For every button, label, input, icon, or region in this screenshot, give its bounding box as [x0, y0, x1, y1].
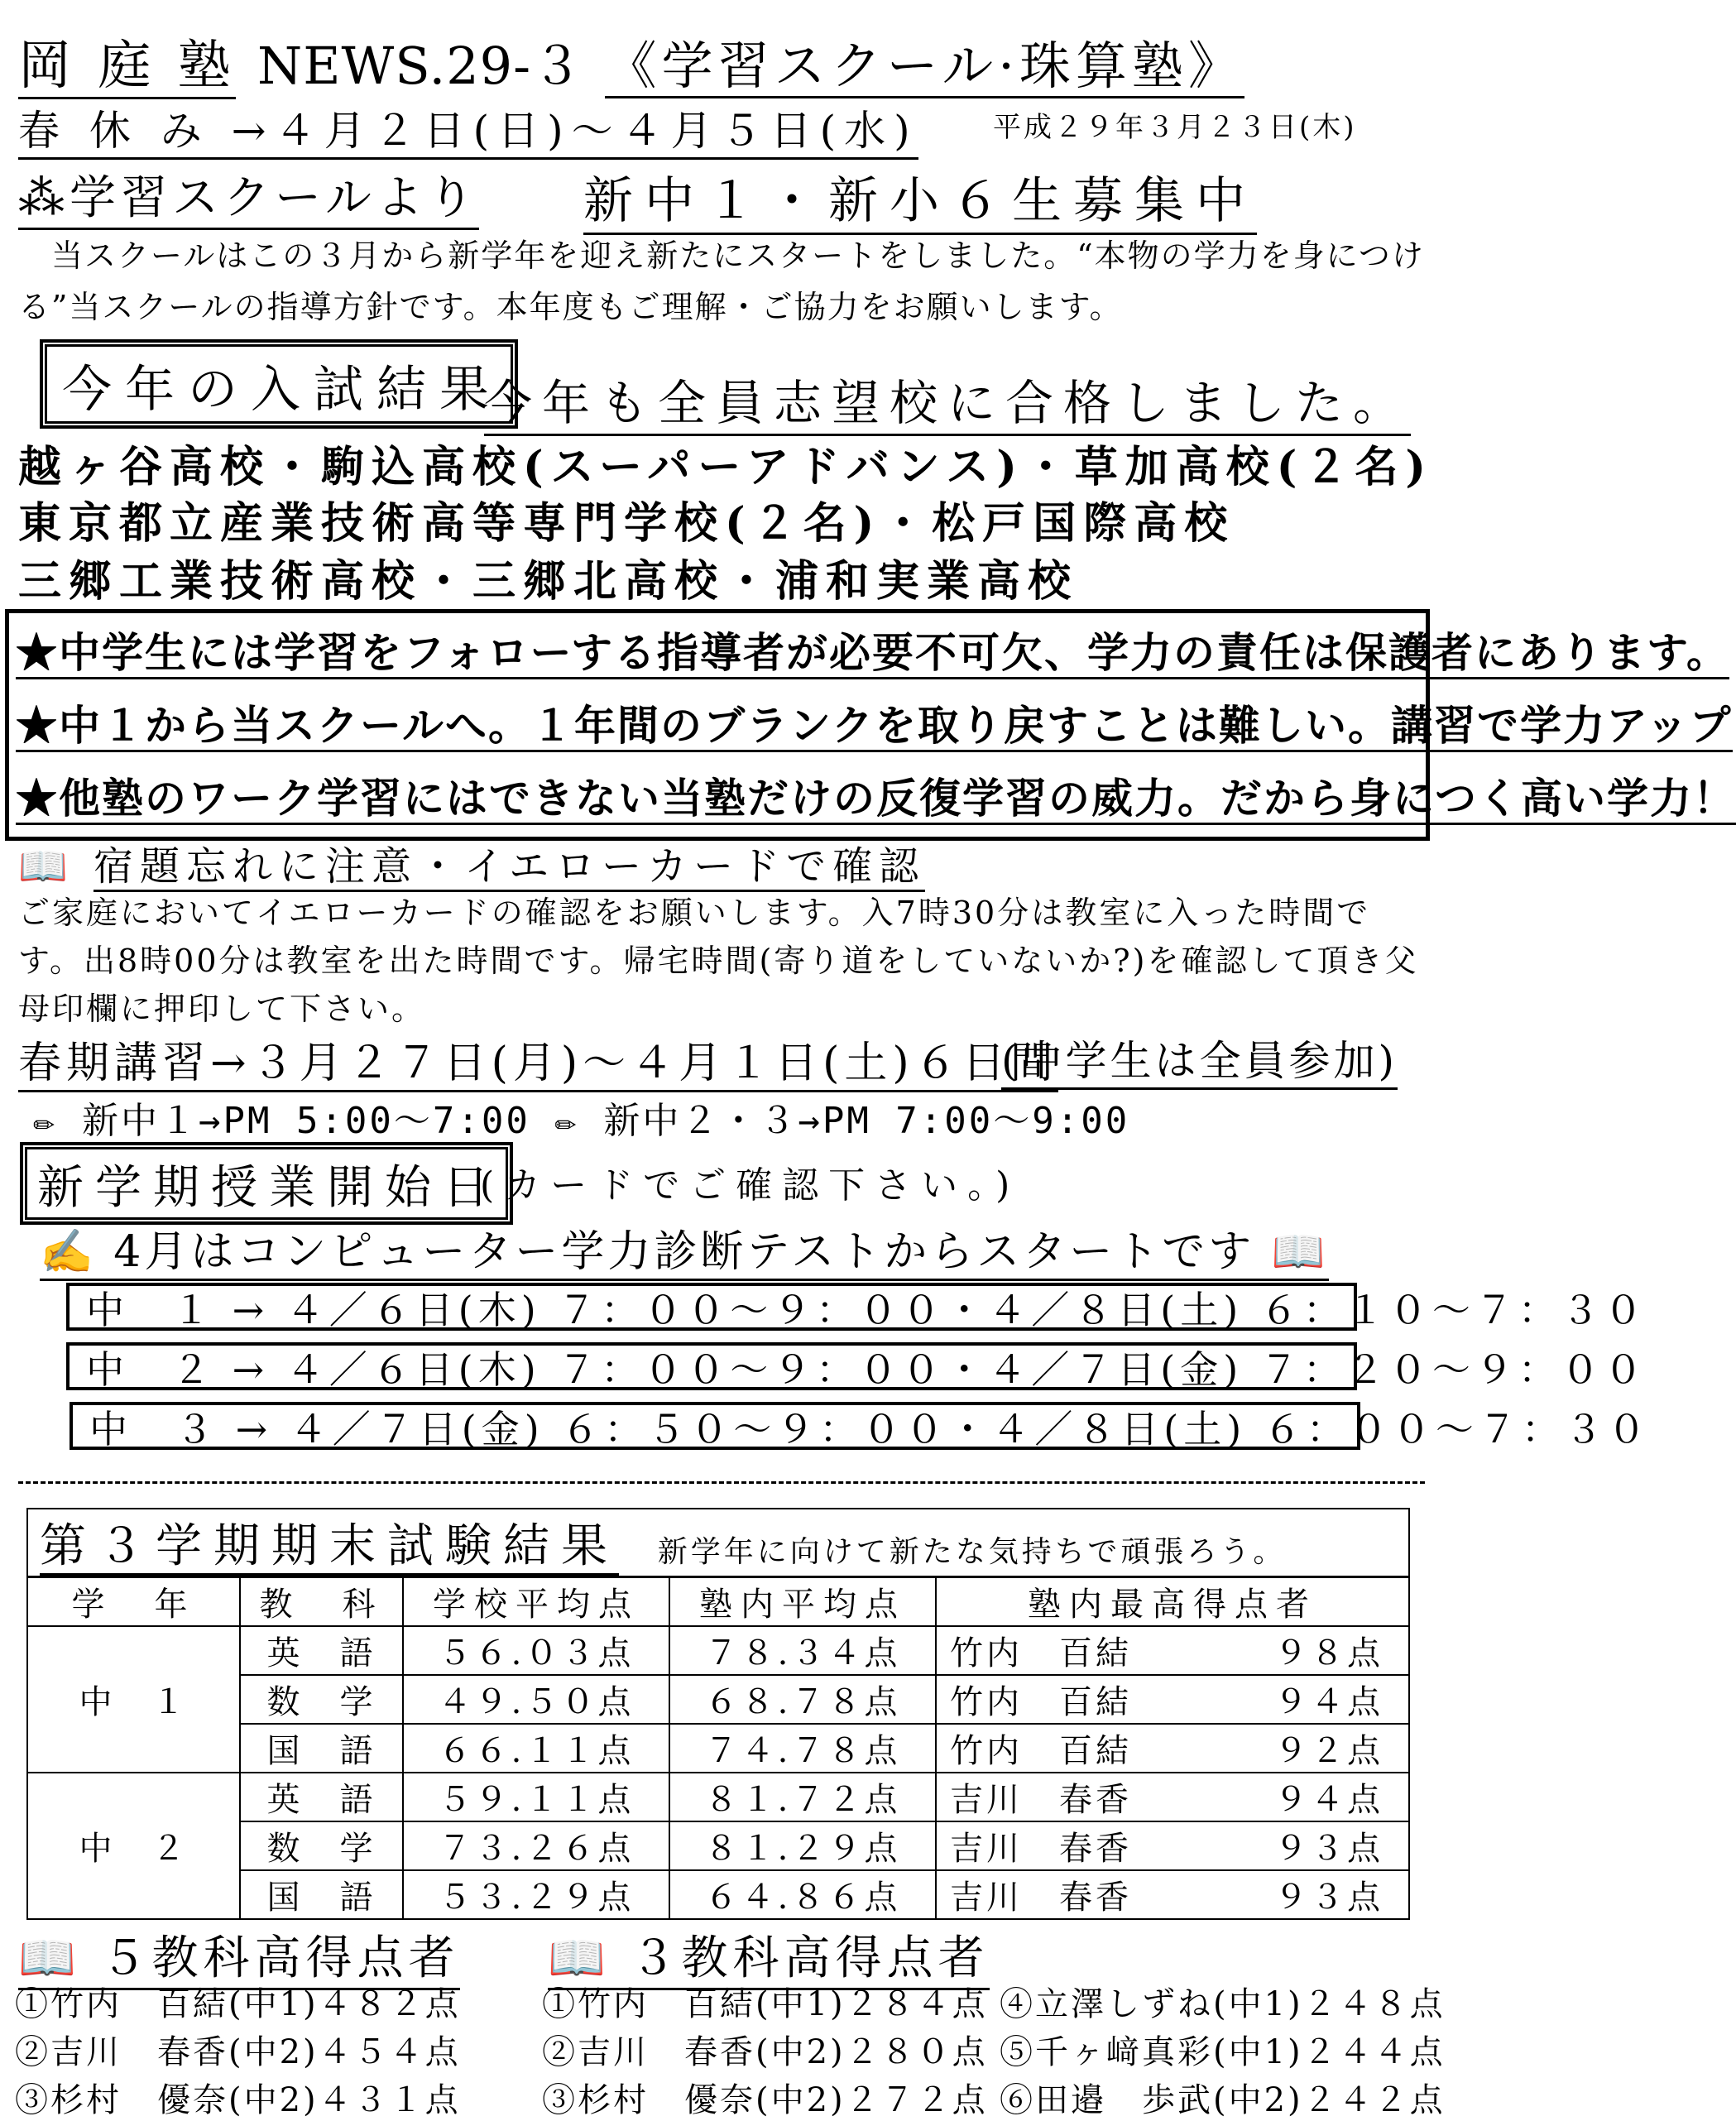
ranking-item: ④立澤しずね(中1)２４８点: [1000, 1985, 1446, 2023]
exam-results-title: 第３学期期末試験結果: [40, 1519, 619, 1576]
spring-course-note: (中学生は全員参加): [1001, 1028, 1398, 1090]
column-header: 塾内最高得点者: [936, 1577, 1409, 1627]
results-headline: 今年も全員志望校に合格しました。: [484, 364, 1411, 436]
schedule-row: 中 ２ → ４／６日(木) ７：００～９：００・４／７日(金) ７：２０～９：００: [66, 1342, 1357, 1390]
column-header: 塾内平均点: [669, 1577, 936, 1627]
school-list-line: 東京都立産業技術高等専門学校(２名)・松戸国際高校: [18, 498, 1235, 549]
results-label-box: [40, 339, 518, 429]
school-list-line: 三郷工業技術高校・三郷北高校・浦和実業高校: [18, 556, 1079, 607]
table-row: 中 １ 英 語 ５６.０３点 ７８.３４点 竹内 百結 ９８点: [27, 1626, 1409, 1675]
results-label: 今年の入試結果: [45, 344, 513, 424]
schedule-row: 中 １ → ４／６日(木) ７：００～９：００・４／８日(土) ６：１０～７：３０: [66, 1283, 1357, 1331]
ranking-item: ②吉川 春香(中2)２８０点: [542, 2033, 988, 2071]
column-header: 教 科: [240, 1577, 403, 1627]
schedule-row: 中 ３ → ４／７日(金) ６：５０～９：００・４／８日(土) ６：００～７：３０: [70, 1402, 1360, 1450]
table-row: 数 学 ７３.２６点 ８１.２９点 吉川 春香 ９３点: [27, 1821, 1409, 1870]
exam-results-caption: [27, 1509, 1409, 1577]
ranking-item: ②吉川 春香(中2)４５４点: [15, 2033, 461, 2071]
column-header: 学校平均点: [403, 1577, 669, 1627]
grade-cell: 中 ２: [27, 1773, 240, 1919]
newsletter-subtitle: 《学習スクール·珠算塾》: [605, 36, 1244, 98]
ranking-item: ⑤千ヶ﨑真彩(中1)２４４点: [1000, 2033, 1446, 2071]
spring-holiday-dates: 春 休 み →４月２日(日)～４月５日(水): [18, 98, 918, 160]
spring-course-heading: 春期講習→３月２７日(月)～４月１日(土)６日間: [18, 1028, 1058, 1092]
table-row: 数 学 ４９.５０点 ６８.７８点 竹内 百結 ９４点: [27, 1675, 1409, 1724]
recruit-banner: 新中１・新小６生募集中: [583, 161, 1257, 235]
table-row: 中 ２ 英 語 ５９.１１点 ８１.７２点 吉川 春香 ９４点: [27, 1773, 1409, 1821]
issue-number: NEWS.29-３: [257, 36, 584, 96]
notice-line: ★中１から当スクールへ。１年間のブランクを取り戻すことは難しい。講習で学力アップ: [16, 701, 1733, 752]
book-icon: 📖: [18, 843, 74, 890]
new-term-label-box: [20, 1142, 513, 1225]
five-subject-heading: 📖 ５教科高得点者: [18, 1922, 460, 1990]
recruit-body: 当スクールはこの３月から新学年を迎え新たにスタートをしました。“本物の学力を身につける”当スクールの指導方針です。本年度もご理解・ご協力をお願いします。: [18, 238, 1425, 325]
homework-body: ご家庭においてイエローカードの確認をお願いします。入7時30分は教室に入った時間です。出8時00分は教室を出た時間です。帰宅時間(寄り道をしていないか?)を確認して頂き父母印欄に押印して下さい。: [18, 895, 1419, 1027]
school-name: 岡 庭 塾: [18, 36, 236, 99]
new-term-note: (カードでご確認下さい。): [480, 1164, 1020, 1207]
spring-course-times: ✏ 新中１→PM 5:00～7:00 ✏ 新中２・３→PM 7:00～9:00: [33, 1100, 1130, 1142]
school-list-line: 越ヶ谷高校・駒込高校(スーパーアドバンス)・草加高校(２名): [18, 442, 1434, 492]
homework-heading: 📖 宿題忘れに注意・イエローカードで確認: [18, 834, 925, 891]
exam-results-subtitle: 新学年に向けて新たな気持ちで頑張ろう。: [657, 1535, 1287, 1569]
notice-line: ★中学生には学習をフォローする指導者が必要不可欠、学力の責任は保護者にあります。: [16, 628, 1729, 679]
diagnostic-test-heading: ✍ 4月はコンピューター学力診断テストからスタートです 📖: [40, 1216, 1329, 1281]
ranking-item: ⑥田邉 歩武(中2)２４２点: [1000, 2081, 1446, 2119]
three-subject-heading: 📖 ３教科高得点者: [548, 1922, 990, 1990]
recruit-heading: ⁂学習スクールより: [18, 161, 479, 230]
newsletter-title: [18, 23, 1244, 99]
ranking-item: ③杉村 優奈(中2)２７２点: [542, 2081, 988, 2119]
grade-cell: 中 １: [27, 1626, 240, 1773]
column-header: 学 年: [27, 1577, 240, 1627]
exam-results-table: [26, 1508, 1410, 1920]
table-row: 国 語 ５３.２９点 ６４.８６点 吉川 春香 ９３点: [27, 1870, 1409, 1919]
table-row: 国 語 ６６.１１点 ７４.７８点 竹内 百結 ９２点: [27, 1724, 1409, 1773]
ranking-item: ③杉村 優奈(中2)４３１点: [15, 2081, 461, 2119]
ranking-item: ①竹内 百結(中1)２８４点: [542, 1985, 988, 2023]
issue-date: 平成２９年３月２３日(木): [993, 111, 1357, 144]
notice-box: [5, 609, 1736, 841]
new-term-label: 新学期授業開始日: [25, 1147, 508, 1220]
section-divider: [18, 1481, 1425, 1484]
notice-line: ★他塾のワーク学習にはできない当塾だけの反復学習の威力。だから身につく高い学力！: [16, 774, 1736, 825]
ranking-item: ①竹内 百結(中1)４８２点: [15, 1985, 461, 2023]
